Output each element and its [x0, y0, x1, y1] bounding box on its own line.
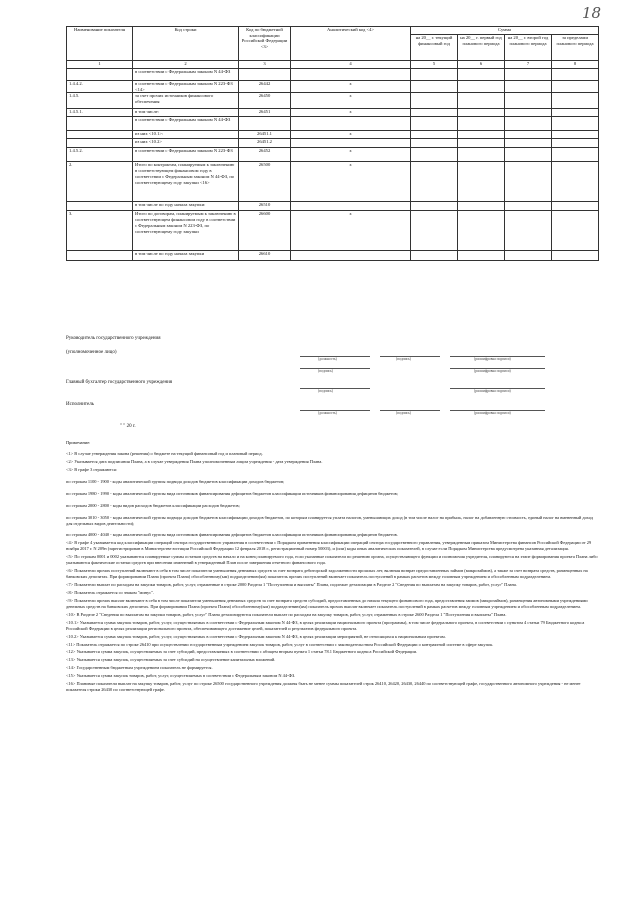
row-analytic-code [411, 69, 458, 81]
sum-cell [458, 131, 505, 139]
name-caption: (расшифровка подписи) [474, 389, 511, 393]
note-item: <3> В графе 3 отражаются: [66, 466, 118, 472]
row-name: за счет прочих источников финансового обеспечения [133, 93, 239, 109]
sum-cell [552, 93, 599, 109]
header-beyond: за пределами планового периода [552, 35, 599, 61]
header-bk: Код по бюджетной классификации Российской Федерации <3> [239, 27, 291, 61]
sum-cell [552, 81, 599, 93]
table-row [67, 109, 599, 117]
row-name: в том числе по году начала закупки: [133, 202, 239, 211]
row-code: 26600 [239, 211, 291, 251]
row-analytic-code [411, 251, 458, 261]
note-item: <1> В случае утверждения закона (решения) о бюджете на текущий финансовый год и плановый период. [66, 450, 263, 456]
row-number [67, 139, 133, 148]
row-analytic-code [411, 162, 458, 202]
row-code: 26442 [239, 81, 291, 93]
row-code: 26451.1 [239, 131, 291, 139]
page-number: 18 [582, 4, 602, 22]
row-code: 26452 [239, 148, 291, 162]
note-item: <16> Плановые показатели выплат на закупку товаров, работ, услуг по строке 26500 государственного учреждения должны быть не менее суммы показателей строк 26410, 26420, 26430, 26440 по соответствующей графе, государственного автономного учреждения - не менее показателя строки 26430 по соответствующей графе. [66, 681, 581, 693]
row-bk-code: x [291, 131, 411, 139]
table-row [67, 131, 599, 139]
table-row [67, 251, 599, 261]
header-sum: Сумма [411, 27, 599, 35]
sign-caption: (подпись) [396, 411, 411, 415]
note-item: <2> Указывается дата подписания Плана, а в случае утверждения Плана уполномоченным лицом учреждения - дата утверждения Плана. [66, 458, 323, 464]
row-name: в соответствии с Федеральным законом N 44-ФЗ [133, 69, 239, 81]
sum-cell [552, 202, 599, 211]
row-bk-code: x [291, 81, 411, 93]
col-number: 5 [411, 61, 458, 69]
executor-label: Исполнитель [66, 402, 94, 407]
note-item: <12> Указывается сумма закупок, осуществляемых за счет субсидий, предоставляемых в соответствии с абзацем вторым пункта 1 статьи 78.1 Бюджетного кодекса Российской Федерации. [66, 649, 418, 655]
sign-caption: (подпись) [318, 369, 333, 373]
table-row [67, 211, 599, 251]
sign-caption: (подпись) [318, 389, 333, 393]
table-row [67, 93, 599, 109]
sum-cell [505, 211, 552, 251]
row-analytic-code [411, 211, 458, 251]
note-item: <15> Указывается сумма закупок товаров, работ, услуг, осуществляемых в соответствии с Федеральным законом N 44-ФЗ. [66, 673, 296, 679]
row-code: 26510 [239, 202, 291, 211]
sum-cell [458, 202, 505, 211]
sum-cell [505, 148, 552, 162]
sum-cell [552, 109, 599, 117]
head-label: Руководитель государственного учреждения [66, 336, 161, 341]
note-item: <4> В графе 4 указывается код классификации операций сектора государственного управления в соответствии с Порядком применения классификации операций сектора государственного управления, утвержденным приказом Министерства финансов Российской Федерации от 29 ноября 2017 г. N 209н (зарегистрирован в Министерстве юстиции Российской Федерации 12 февраля 2018 г., регистрационный номер 50003), и (или) коды иных аналитических показателей, в случае если Порядком Министерства предусмотрена указанная детализация. [66, 540, 592, 552]
row-name: в том числе по году начала закупки [133, 251, 239, 261]
row-analytic-code [411, 148, 458, 162]
row-code [239, 69, 291, 81]
sum-cell [505, 202, 552, 211]
sum-cell [505, 81, 552, 93]
row-bk-code [291, 202, 411, 211]
row-bk-code [291, 69, 411, 81]
note-item: <10.1> Указывается сумма закупок товаров, работ, услуг, осуществляемых в соответствии с Федеральным законом N 44-ФЗ, в целях реализации национального проекта (программы), в том числе федерального проекта, в соответствии с пунктом 4 статьи 79 Бюджетного кодекса Российской Федерации в целях реализации регионального проекта, обеспечивающего достижение целей, показателей и результатов федерального проекта. [66, 619, 585, 631]
chief-accountant-label: Главный бухгалтер государственного учреждения [66, 380, 173, 385]
header-analytic: Аналитический код <4> [291, 27, 411, 61]
row-code: 26500 [239, 162, 291, 202]
notes-title: Примечание: [66, 440, 91, 445]
notes-list [66, 451, 600, 693]
row-analytic-code [411, 117, 458, 131]
sum-cell [458, 211, 505, 251]
row-analytic-code [411, 139, 458, 148]
header-current-year: на 20__ г. текущий финансовый год [411, 35, 458, 61]
row-name: в том числе: [133, 109, 239, 117]
sum-cell [458, 81, 505, 93]
row-bk-code: x [291, 109, 411, 117]
position-caption: (должность) [318, 411, 337, 415]
note-item: <7> Показатели выплат по расходам на закупки товаров, работ, услуг, отраженные в строке 2000 Раздела 1 "Поступления и выплаты" Плана, подлежат детализации в Разделе 2 "Сведения по выплатам на закупку товаров, работ, услуг" Плана. [66, 582, 517, 587]
col-number: 1 [67, 61, 133, 69]
sum-cell [552, 139, 599, 148]
row-bk-code [291, 139, 411, 148]
sum-cell [458, 93, 505, 109]
col-number: 2 [133, 61, 239, 69]
row-analytic-code [411, 131, 458, 139]
row-bk-code: x [291, 148, 411, 162]
sum-cell [552, 211, 599, 251]
sum-cell [505, 131, 552, 139]
row-number: 2. [67, 162, 133, 202]
row-name: в соответствии с Федеральным законом N 223-ФЗ [133, 148, 239, 162]
note-item: по строкам 1100 - 1900 - коды аналитической группы подвида доходов бюджетов классификации доходов бюджетов; [66, 478, 285, 484]
note-item: <8> Показатель отражается со знаком "минус". [66, 589, 155, 595]
sum-cell [552, 148, 599, 162]
sum-cell [458, 109, 505, 117]
name-caption: (расшифровка подписи) [474, 369, 511, 373]
note-item: <9> Показатели прочих выплат включают в себя в том числе показатели уменьшения денежных средств за счет возврата средств субсидий, предоставленных до начала текущего финансового года, предоставления заимов (микрозаймов), размещения автономными учреждениями денежных средств на банковских депозитах. При формировании Плана (проекта Плана) обособленному(ым) подразделению(ям) показатель прочих выплат включает показатель поступлений в рамках расчетов между головным учреждением и обособленным подразделением. [66, 597, 588, 609]
row-name: в соответствии с Федеральным законом N 223-ФЗ <14> [133, 81, 239, 93]
row-number [67, 117, 133, 131]
date-line: " " 20 г. [120, 424, 136, 429]
signature-line [300, 388, 370, 389]
row-number [67, 131, 133, 139]
sum-cell [505, 139, 552, 148]
row-number [67, 69, 133, 81]
sum-cell [552, 251, 599, 261]
name-caption: (расшифровка подписи) [474, 357, 511, 361]
row-code: 26610 [239, 251, 291, 261]
sum-cell [552, 131, 599, 139]
signature-line [300, 368, 370, 369]
row-bk-code: x [291, 162, 411, 202]
row-analytic-code [411, 109, 458, 117]
sum-cell [505, 117, 552, 131]
table-row [67, 81, 599, 93]
col-number: 4 [291, 61, 411, 69]
row-code [239, 117, 291, 131]
row-number: 1.4.5.2. [67, 148, 133, 162]
note-item: по строкам 3010 - 3050 - коды аналитической группы подвида доходов бюджетов классификации доходов бюджетов, по которым планируется уплата налогов, уменьшающих доход (в том числе налог на прибыль, налог на добавленную стоимость, единый налог на вмененный доход для отдельных видов деятельности); [66, 514, 594, 526]
note-item: по строкам 4000 - 4040 - коды аналитической группы вида источников финансирования дефицитов бюджетов классификации источников финансирования дефицитов бюджетов. [66, 532, 398, 538]
row-number [67, 202, 133, 211]
position-caption: (должность) [318, 357, 337, 361]
sum-cell [505, 69, 552, 81]
sum-cell [458, 117, 505, 131]
note-item: <6> Показатели прочих поступлений включают в себя в том числе показатели уменьшения денежных средств за счет возврата дебиторской задолженности прошлых лет, включая возврат предоставленных займов (микрозаймов), а также за счет возврата средств, размещенных на банковских депозитах. При формировании Плана (проекта Плана) обособленному(ым) подразделению(ям) показатель прочих поступлений включает показатель поступлений в рамках расчетов между головным учреждением и обособленным подразделением. [66, 568, 588, 580]
col-number: 6 [458, 61, 505, 69]
col-number: 8 [552, 61, 599, 69]
sum-cell [458, 162, 505, 202]
row-code: 26451 [239, 109, 291, 117]
row-name: из них <10.2> [133, 139, 239, 148]
row-analytic-code [411, 81, 458, 93]
sign-caption: (подпись) [396, 357, 411, 361]
sum-cell [458, 148, 505, 162]
sum-cell [505, 162, 552, 202]
sum-cell [552, 117, 599, 131]
row-name: Итого по договорам, планируемым к заключению в соответствующем финансовом году в соответствии с Федеральным законом N 223-ФЗ, по соответствующему году закупки [133, 211, 239, 251]
table-row [67, 117, 599, 131]
row-name: из них <10.1>: [133, 131, 239, 139]
note-item: по строкам 1980 - 1990 - коды аналитической группы вида источников финансирования дефицитов бюджетов классификации источников финансирования дефицитов бюджетов; [66, 490, 398, 496]
row-number: 1.4.5.1. [67, 109, 133, 117]
sum-cell [505, 109, 552, 117]
sum-cell [505, 251, 552, 261]
name-caption: (расшифровка подписи) [474, 411, 511, 415]
note-item: <10.2> Указывается сумма закупок товаров, работ, услуг, осуществляемых в соответствии с Федеральным законом N 44-ФЗ, в целях реализации мероприятий, не относящихся к национальным проектам. [66, 633, 446, 639]
sum-cell [458, 139, 505, 148]
row-name: в соответствии с Федеральным законом N 44-ФЗ [133, 117, 239, 131]
col-number: 7 [505, 61, 552, 69]
sum-cell [458, 251, 505, 261]
row-number: 1.4.5. [67, 93, 133, 109]
sum-cell [552, 162, 599, 202]
table-row [67, 148, 599, 162]
header-plan-year2: на 20__ г. второй год планового периода [505, 35, 552, 61]
table-row [67, 202, 599, 211]
table-row [67, 139, 599, 148]
header-plan-year1: на 20__ г. первый год планового периода [458, 35, 505, 61]
row-analytic-code [411, 93, 458, 109]
row-bk-code [291, 251, 411, 261]
table-row [67, 162, 599, 202]
note-item: <5> По строкам 0001 и 0002 указываются планируемые суммы остатков средств на начало и на конец планируемого года, если указанные показатели по решению органа, осуществляющего функции и полномочия учредителя, планируются на этапе формирования проекта Плана либо указываются фактические остатки средств при внесении изменений в утвержденный План после завершения отчетного финансового года. [66, 554, 598, 566]
table-row [67, 69, 599, 81]
col-number: 3 [239, 61, 291, 69]
row-number: 1.4.4.2. [67, 81, 133, 93]
sum-cell [505, 93, 552, 109]
row-analytic-code [411, 202, 458, 211]
row-name: Итого по контрактам, планируемым к заключению в соответствующем финансовом году в соответствии с Федеральным законом N 44-ФЗ, по соответствующему году закупки <16> [133, 162, 239, 202]
note-item: <13> Указывается сумма закупок, осуществляемых за счет субсидий на осуществление капитальных вложений. [66, 657, 276, 663]
note-item: по строкам 2000 - 2800 - коды видов расходов бюджетов классификации расходов бюджетов; [66, 502, 240, 508]
row-bk-code: x [291, 93, 411, 109]
row-number: 3. [67, 211, 133, 251]
column-numbers-row [67, 61, 599, 69]
row-bk-code [291, 117, 411, 131]
plan-table [66, 26, 599, 261]
note-item: <10> В Разделе 2 "Сведения по выплатам на закупки товаров, работ, услуг" Плана детализируются показатели выплат по расходам на закупку товаров, работ, услуг, отраженных в строке 2600 Раздела 1 "Поступления и выплаты" Плана. [66, 611, 507, 617]
notes-section [66, 440, 600, 695]
sum-cell [552, 69, 599, 81]
row-bk-code: x [291, 211, 411, 251]
head-sub-label: (уполномоченное лицо) [66, 350, 117, 355]
note-item: <14> Государственным бюджетным учреждением показатель не формируется. [66, 665, 213, 671]
header-name: Наименование показателя [67, 27, 133, 61]
row-number [67, 251, 133, 261]
row-code: 26450 [239, 93, 291, 109]
note-item: <11> Показатель отражается по строке 26410 при осуществлении государственным учреждением закупок товаров, работ, услуг в соответствии с законодательством Российской Федерации о контрактной системе в сфере закупок. [66, 641, 494, 647]
sum-cell [458, 69, 505, 81]
header-code: Код строки [133, 27, 239, 61]
row-code: 26451.2 [239, 139, 291, 148]
